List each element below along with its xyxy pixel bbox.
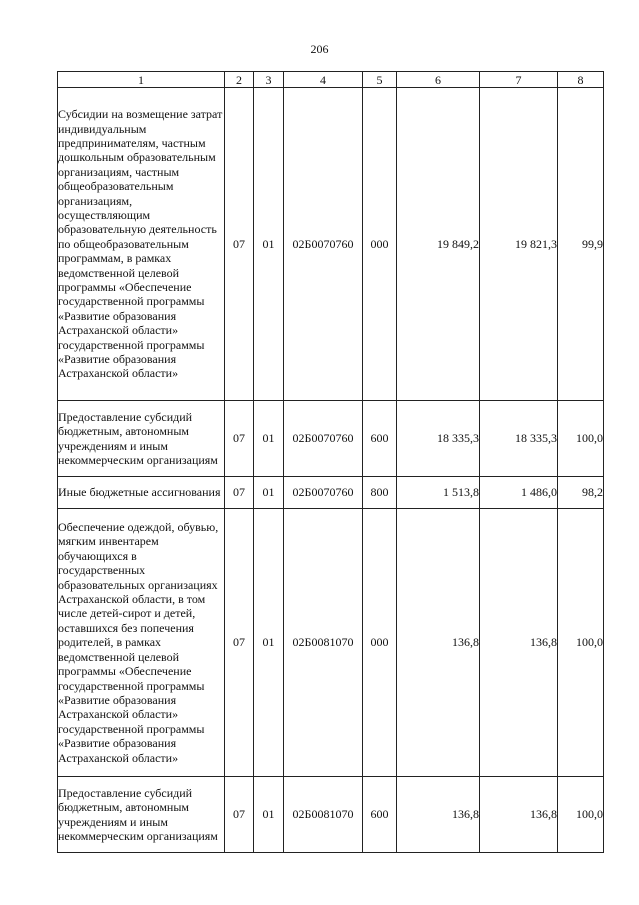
header-cell-2: 2 [225, 72, 254, 88]
actual-amount: 19 821,3 [480, 88, 558, 401]
expense-name: Субсидии на возмещение затрат индивидуальным предпринимателям, частным дошкольным образовательным организациям, частным общеобразовательным организациям, осуществляющим образовательную деятельность по общеобразовательным программам, в рамках ведомственной целевой программы «Обеспечение государственной программы «Развитие образования Астраханской области» государственной программы «Развитие образования Астраханской области» [58, 88, 225, 401]
planned-amount: 136,8 [397, 509, 480, 777]
section-code: 07 [225, 509, 254, 777]
execution-percent: 98,2 [558, 477, 604, 509]
planned-amount: 18 335,3 [397, 401, 480, 477]
expense-name: Предоставление субсидий бюджетным, автономным учреждениям и иным некоммерческим организациям [58, 777, 225, 853]
target-article-code: 02Б0070760 [284, 88, 363, 401]
actual-amount: 136,8 [480, 777, 558, 853]
page-number: 206 [310, 42, 329, 56]
expense-name: Обеспечение одеждой, обувью, мягким инвентарем обучающихся в государственных образовательных организациях Астраханской области, в том числе детей-сирот и детей, оставшихся без попечения родителей, в рамках ведомственной целевой программы «Обеспечение государственной программы «Развитие образования Астраханской области» государственной программы «Развитие образования Астраханской области» [58, 509, 225, 777]
target-article-code: 02Б0070760 [284, 477, 363, 509]
table-body [58, 88, 604, 853]
subsection-code: 01 [254, 509, 284, 777]
subsection-code: 01 [254, 477, 284, 509]
table-row [58, 477, 604, 509]
expense-name: Предоставление субсидий бюджетным, автономным учреждениям и иным некоммерческим организациям [58, 401, 225, 477]
expense-type-code: 600 [363, 777, 397, 853]
header-cell-3: 3 [254, 72, 284, 88]
expense-name: Иные бюджетные ассигнования [58, 477, 225, 509]
header-cell-8: 8 [558, 72, 604, 88]
target-article-code: 02Б0081070 [284, 777, 363, 853]
execution-percent: 100,0 [558, 777, 604, 853]
expense-type-code: 000 [363, 88, 397, 401]
actual-amount: 136,8 [480, 509, 558, 777]
expense-type-code: 800 [363, 477, 397, 509]
header-cell-4: 4 [284, 72, 363, 88]
section-code: 07 [225, 777, 254, 853]
actual-amount: 1 486,0 [480, 477, 558, 509]
planned-amount: 136,8 [397, 777, 480, 853]
table-header [58, 72, 604, 88]
table-row [58, 509, 604, 777]
header-cell-6: 6 [397, 72, 480, 88]
section-code: 07 [225, 88, 254, 401]
expense-type-code: 600 [363, 401, 397, 477]
actual-amount: 18 335,3 [480, 401, 558, 477]
subsection-code: 01 [254, 88, 284, 401]
header-cell-7: 7 [480, 72, 558, 88]
header-cell-5: 5 [363, 72, 397, 88]
execution-percent: 100,0 [558, 401, 604, 477]
target-article-code: 02Б0070760 [284, 401, 363, 477]
subsection-code: 01 [254, 777, 284, 853]
table-row [58, 401, 604, 477]
execution-percent: 99,9 [558, 88, 604, 401]
execution-percent: 100,0 [558, 509, 604, 777]
section-code: 07 [225, 477, 254, 509]
header-row [58, 72, 604, 88]
target-article-code: 02Б0081070 [284, 509, 363, 777]
table-row [58, 88, 604, 401]
table-row [58, 777, 604, 853]
section-code: 07 [225, 401, 254, 477]
budget-table [57, 71, 604, 853]
subsection-code: 01 [254, 401, 284, 477]
header-cell-1: 1 [58, 72, 225, 88]
expense-type-code: 000 [363, 509, 397, 777]
planned-amount: 19 849,2 [397, 88, 480, 401]
planned-amount: 1 513,8 [397, 477, 480, 509]
